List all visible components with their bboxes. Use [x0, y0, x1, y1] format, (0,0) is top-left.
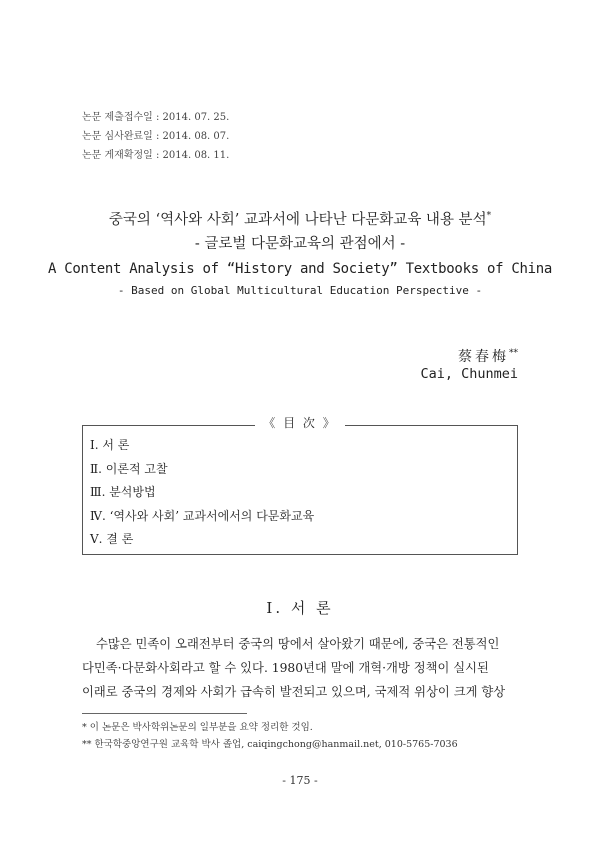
body-line: 수많은 민족이 오래전부터 중국의 땅에서 살아왔기 때문에, 중국은 전통적인	[96, 637, 500, 651]
author-korean	[458, 346, 518, 366]
subtitle-english: - Based on Global Multicultural Education Perspective -	[117, 283, 483, 297]
title-korean	[0, 204, 600, 232]
toc-item: Ⅳ. ‘역사와 사회’ 교과서에서의 다문화교육	[90, 508, 315, 523]
body-line: 다민족·다문화사회라고 할 수 있다. 1980년대 말에 개혁·개방 정책이 실시된	[82, 661, 489, 675]
toc-item: Ⅱ. 이론적 고찰	[90, 461, 168, 476]
section-heading: Ⅰ. 서 론	[266, 599, 334, 617]
date-confirmed: 논문 게재확정일 : 2014. 08. 11.	[82, 150, 230, 161]
footnote-2: ** 한국학중앙연구원 교육학 박사 졸업, caiqingchong@hanmail.net, 010-5765-7036	[82, 739, 458, 750]
subtitle-korean: - 글로벌 다문화교육의 관점에서 -	[194, 235, 406, 252]
title-english: A Content Analysis of “History and Society” Textbooks of China	[48, 260, 552, 277]
body-line: 이래로 중국의 경제와 사회가 급속히 발전되고 있으며, 국제적 위상이 크게 향상	[82, 685, 506, 699]
toc-heading	[0, 414, 600, 431]
author-footnote-mark: **	[509, 348, 518, 359]
toc-heading-text: 《 目 次 》	[255, 416, 344, 430]
submission-dates	[82, 108, 229, 165]
toc-item: Ⅴ. 결 론	[90, 532, 134, 546]
footnote-1: * 이 논문은 박사학위논문의 일부분을 요약 정리한 것임.	[82, 722, 313, 733]
title-footnote-mark: *	[486, 211, 492, 221]
author-english: Cai, Chunmei	[420, 366, 518, 382]
footnote-divider	[82, 713, 247, 714]
date-reviewed: 논문 심사완료일 : 2014. 08. 07.	[82, 131, 230, 142]
page-number: - 175 -	[282, 774, 318, 787]
title-korean-text: 중국의 ‘역사와 사회’ 교과서에 나타난 다문화교육 내용 분석	[108, 211, 487, 228]
body-paragraph	[82, 632, 520, 704]
footnotes	[82, 719, 458, 753]
toc-list	[90, 434, 314, 552]
toc-item: Ⅲ. 분석방법	[90, 485, 156, 499]
author-korean-name: 蔡春梅	[458, 349, 509, 365]
date-submitted: 논문 제출접수일 : 2014. 07. 25.	[82, 112, 230, 123]
toc-item: Ⅰ. 서 론	[90, 438, 130, 452]
title-block	[0, 204, 600, 300]
